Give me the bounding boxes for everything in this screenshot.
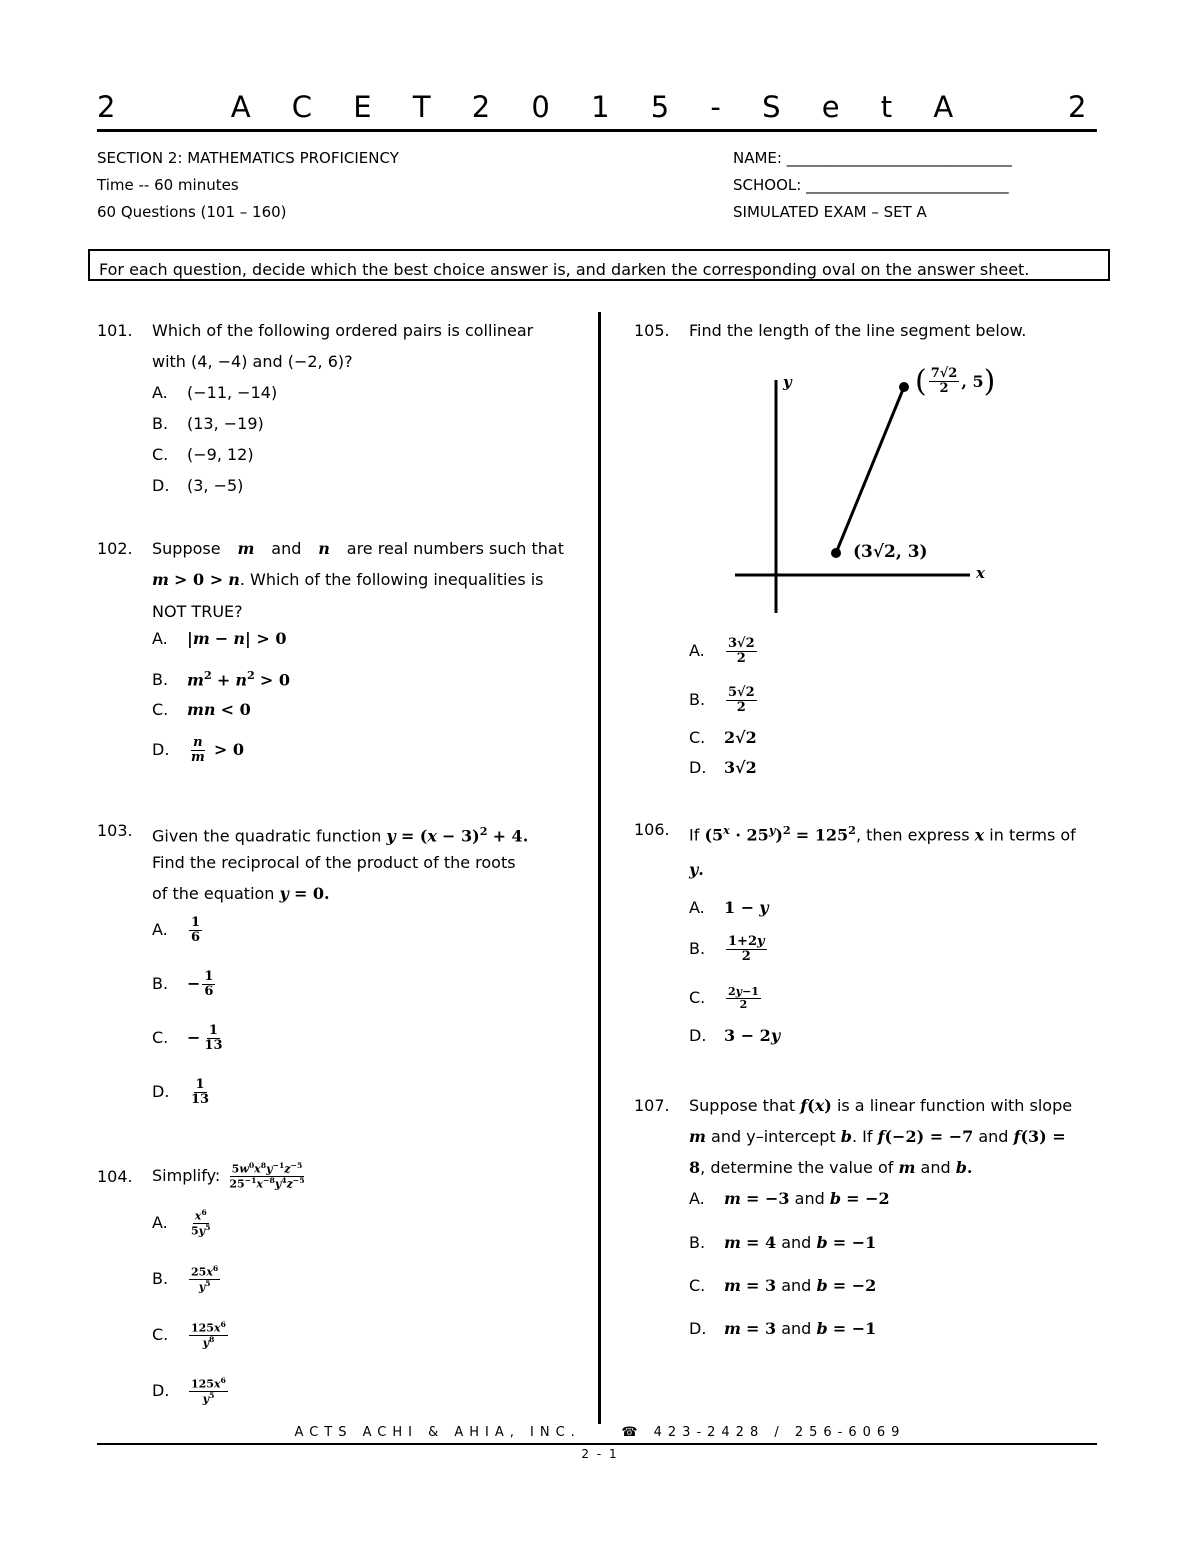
x-axis-label: x bbox=[976, 564, 985, 582]
section-label: SECTION 2: MATHEMATICS PROFICIENCY bbox=[97, 149, 399, 167]
footer-phone: ☎ 423-2428 / 256-6069 bbox=[621, 1425, 906, 1440]
question-number: 103. bbox=[97, 821, 133, 840]
question-text: Given the quadratic function $y = (x - 3)^2 + 4$. bbox=[152, 824, 529, 846]
option-d[interactable]: D. 3 − 2y bbox=[689, 1026, 781, 1045]
option-c[interactable]: C. mn < 0 bbox=[152, 700, 251, 719]
question-text: y. bbox=[689, 860, 704, 879]
option-a[interactable]: A. 1 − y bbox=[689, 898, 769, 917]
option-c[interactable]: C. m = 3 and b = −2 bbox=[689, 1276, 877, 1295]
option-b[interactable]: B. $m^2 + n^2 > 0$ bbox=[152, 668, 290, 690]
question-text: Find the length of the line segment below. bbox=[689, 321, 1027, 340]
lower-point-label: (3√2, 3) bbox=[853, 542, 928, 562]
option-a[interactable]: A. m = −3 and b = −2 bbox=[689, 1189, 890, 1208]
option-d[interactable]: D. $\frac{1}{13}$ bbox=[152, 1076, 210, 1107]
header-left-number: 2 bbox=[97, 90, 116, 124]
question-text: m > 0 > n. Which of the following inequalities is bbox=[152, 570, 544, 589]
option-c[interactable]: C. $\frac{2y-1}{2}$ bbox=[689, 984, 759, 1011]
option-c[interactable]: C. (−9, 12) bbox=[152, 445, 254, 464]
upper-point-label: ( $\frac{7√2}{2}$ , 5 ) bbox=[915, 364, 996, 399]
question-number: 105. bbox=[634, 321, 670, 340]
option-a[interactable]: A. $\frac{1}{6}$ bbox=[152, 914, 201, 945]
option-c[interactable]: C. 2√2 bbox=[689, 728, 757, 747]
questions-label: 60 Questions (101 – 160) bbox=[97, 203, 287, 221]
time-label: Time -- 60 minutes bbox=[97, 176, 239, 194]
question-text: Find the reciprocal of the product of the roots bbox=[152, 853, 516, 872]
question-text: Suppose that f(x) is a linear function with slope bbox=[689, 1096, 1073, 1115]
header-rule bbox=[97, 129, 1097, 132]
question-text: with (4, −4) and (−2, 6)? bbox=[152, 352, 353, 371]
option-d[interactable]: D. (3, −5) bbox=[152, 476, 244, 495]
option-d[interactable]: D. $\frac{n}{m}$ > 0 bbox=[152, 734, 244, 765]
option-c[interactable]: C. − $\frac{1}{13}$ bbox=[152, 1022, 223, 1053]
column-divider bbox=[598, 312, 601, 1424]
option-b[interactable]: B. − $\frac{1}{6}$ bbox=[152, 968, 214, 999]
option-d[interactable]: D. $\frac{125x^6}{y^5}$ bbox=[152, 1376, 226, 1406]
option-a[interactable]: A. (−11, −14) bbox=[152, 383, 278, 402]
section-info bbox=[97, 145, 399, 226]
school-field: SCHOOL: ___________________________ bbox=[733, 176, 1009, 194]
option-a[interactable]: A. $\frac{3√2}{2}$ bbox=[689, 635, 755, 666]
question-text: NOT TRUE? bbox=[152, 602, 243, 621]
option-b[interactable]: B. (13, −19) bbox=[152, 414, 264, 433]
footer-rule bbox=[97, 1443, 1097, 1445]
question-number: 101. bbox=[97, 321, 133, 340]
question-text: Simplify: $\frac{5w^0x^8y^{-1}z^{-5}}{25^{-1}x^{-8}y^4z^{-5}}$ bbox=[152, 1161, 305, 1191]
question-text: 8, determine the value of m and b. bbox=[689, 1158, 973, 1177]
option-b[interactable]: B. $\frac{25x^6}{y^5}$ bbox=[152, 1264, 219, 1294]
header-right-number: 2 bbox=[1068, 90, 1087, 124]
option-b[interactable]: B. m = 4 and b = −1 bbox=[689, 1233, 877, 1252]
question-text: Suppose m and n are real numbers such that bbox=[152, 539, 564, 558]
question-text: Which of the following ordered pairs is collinear bbox=[152, 321, 534, 340]
y-axis-label: y bbox=[783, 373, 792, 391]
exam-title: A C E T 2 0 1 5 - S e t A bbox=[230, 90, 970, 124]
segment bbox=[836, 387, 904, 553]
exam-label: SIMULATED EXAM – SET A bbox=[733, 203, 927, 221]
option-a[interactable]: A. |m − n| > 0 bbox=[152, 629, 287, 648]
question-text: If $(5^x \cdot 25^y)^2 = 125^2$, then express x in terms of bbox=[689, 823, 1076, 845]
option-d[interactable]: D. 3√2 bbox=[689, 758, 757, 777]
question-number: 107. bbox=[634, 1096, 670, 1115]
page-number: 2 - 1 bbox=[581, 1447, 619, 1461]
question-number: 106. bbox=[634, 820, 670, 839]
option-b[interactable]: B. $\frac{1+2y}{2}$ bbox=[689, 933, 765, 964]
question-number: 104. bbox=[97, 1167, 133, 1186]
endpoint-lower bbox=[831, 548, 841, 558]
question-number: 102. bbox=[97, 539, 133, 558]
name-field: NAME: ______________________________ bbox=[733, 149, 1012, 167]
student-info bbox=[733, 145, 1012, 226]
instructions-box: For each question, decide which the best choice answer is, and darken the corresponding oval on the answer sheet. bbox=[88, 249, 1110, 281]
endpoint-upper bbox=[899, 382, 909, 392]
option-d[interactable]: D. m = 3 and b = −1 bbox=[689, 1319, 877, 1338]
option-a[interactable]: A. $\frac{x^6}{5y^5}$ bbox=[152, 1208, 211, 1238]
question-text: m and y–intercept b. If f(−2) = −7 and f(3) = bbox=[689, 1127, 1066, 1146]
option-c[interactable]: C. $\frac{125x^6}{y^8}$ bbox=[152, 1320, 226, 1350]
footer-company: ACTS ACHI & AHIA, INC. ☎ 423-2428 / 256-6069 bbox=[294, 1425, 906, 1440]
question-text: of the equation y = 0. bbox=[152, 884, 330, 903]
option-b[interactable]: B. $\frac{5√2}{2}$ bbox=[689, 684, 755, 715]
